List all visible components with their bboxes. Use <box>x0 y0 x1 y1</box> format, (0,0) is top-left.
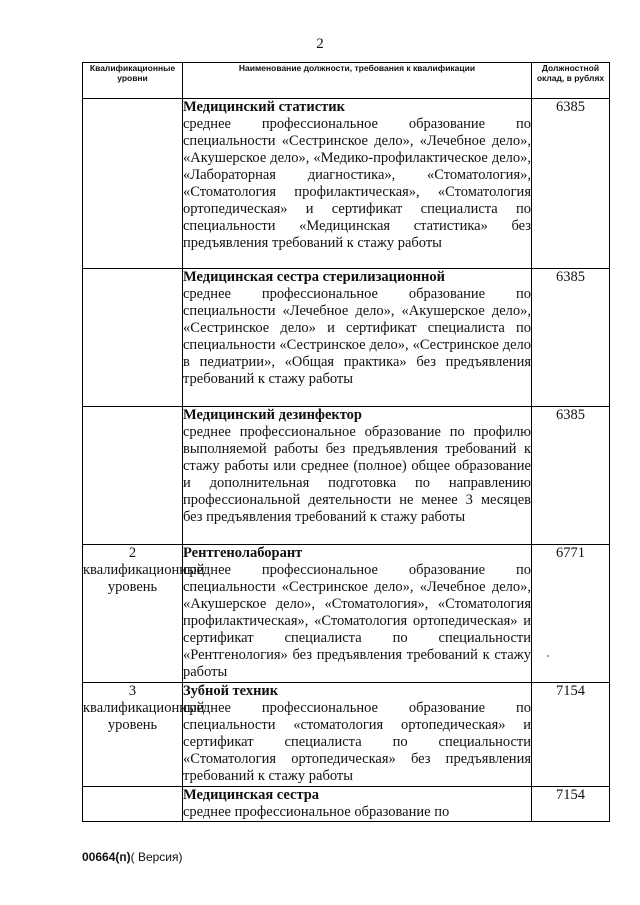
row-level <box>83 407 183 545</box>
row-level <box>83 269 183 407</box>
row-description <box>183 545 532 683</box>
position-requirements: среднее профессиональное образование по <box>183 804 450 820</box>
row-salary: 7154 <box>532 683 610 787</box>
position-title: Медицинская сестра стерилизационной <box>183 269 445 285</box>
position-title: Зубной техник <box>183 683 279 699</box>
row-level <box>83 99 183 269</box>
table-row <box>83 407 610 545</box>
document-code: 00664(п) <box>82 850 131 864</box>
row-salary: 6385 <box>532 269 610 407</box>
position-requirements: среднее профессиональное образование по специальности «Сестринское дело», «Лечебное дело», «Акушерское дело», «Стоматология», «Стоматология профилактическая», «Стоматология ортопедическая» и сертификат специалиста по специальности «Рентгенология» без предъявления требований к стажу работы <box>183 562 531 680</box>
table-row <box>83 99 610 269</box>
position-title: Медицинский статистик <box>183 99 345 115</box>
row-level <box>83 787 183 822</box>
row-description <box>183 269 532 407</box>
row-level: 2 квалификационный уровень <box>83 545 183 683</box>
salary-table <box>82 62 610 822</box>
row-description <box>183 407 532 545</box>
table-row <box>83 269 610 407</box>
position-title: Медицинская сестра <box>183 787 320 803</box>
position-requirements: среднее профессиональное образование по специальности «стоматология ортопедическая» и сертификат специалиста по специальности «Стоматология ортопедическая» без предъявления требований к стажу работы <box>183 700 531 784</box>
table-row <box>83 545 610 683</box>
position-title: Рентгенолаборант <box>183 545 303 561</box>
row-salary: 6385 <box>532 407 610 545</box>
page-number: 2 <box>316 36 324 52</box>
table-row <box>83 787 610 822</box>
scan-speck <box>547 655 549 657</box>
document-footer <box>82 850 183 864</box>
header-position: Наименование должности, требования к квалификации <box>183 63 532 99</box>
position-title: Медицинский дезинфектор <box>183 407 362 423</box>
table-row <box>83 683 610 787</box>
row-level: 3 квалификационный уровень <box>83 683 183 787</box>
header-level: Квалификационные уровни <box>83 63 183 99</box>
position-requirements: среднее профессиональное образование по профилю выполняемой работы без предъявления требований к стажу работы или среднее (полное) общее образование и дополнительная подготовка по направлению профессиональной деятельности не менее 3 месяцев без предъявления требований к стажу работы <box>183 424 531 525</box>
document-version: ( Версия) <box>130 850 183 864</box>
row-description <box>183 99 532 269</box>
row-description <box>183 787 532 822</box>
row-salary: 7154 <box>532 787 610 822</box>
row-description <box>183 683 532 787</box>
position-requirements: среднее профессиональное образование по специальности «Лечебное дело», «Акушерское дело», «Сестринское дело» и сертификат специалиста по специальности «Сестринское дело», «Сестринское дело в педиатрии», «Общая практика» без предъявления требований к стажу работы <box>183 286 531 387</box>
row-salary: 6385 <box>532 99 610 269</box>
table-header-row <box>83 63 610 99</box>
header-salary: Должностной оклад, в рублях <box>532 63 610 99</box>
position-requirements: среднее профессиональное образование по специальности «Сестринское дело», «Лечебное дело», «Акушерское дело», «Медико-профилактическое дело», «Лабораторная диагностика», «Стоматология», «Стоматология профилактическая», «Стоматология ортопедическая» и сертификат специалиста по специальности «Медицинская статистика» без предъявления требований к стажу работы <box>183 116 531 251</box>
row-salary: 6771 <box>532 545 610 683</box>
